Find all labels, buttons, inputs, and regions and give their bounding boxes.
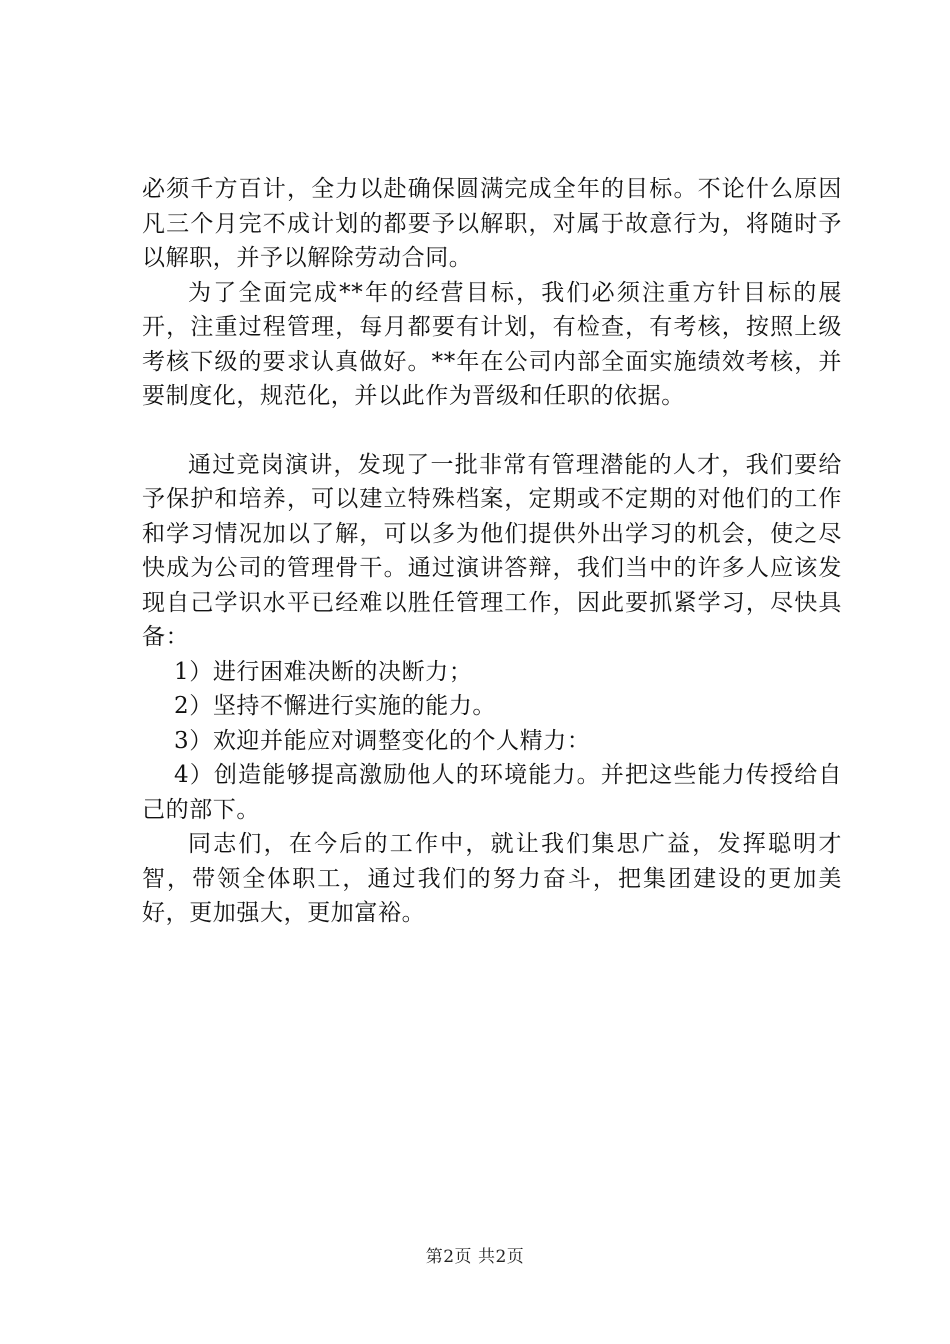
document-body [142,172,842,931]
paragraph-1: 必须千方百计，全力以赴确保圆满完成全年的目标。不论什么原因凡三个月完不成计划的都要予以解职，对属于故意行为，将随时予以解职，并予以解除劳动合同。 [142,176,842,271]
list-item-4: 4）创造能够提高激励他人的环境能力。并把这些能力传授给自己的部下。 [142,762,842,823]
paragraph-gap [142,414,842,448]
paragraph-3: 通过竞岗演讲，发现了一批非常有管理潜能的人才，我们要给予保护和培养，可以建立特殊档案，定期或不定期的对他们的工作和学习情况加以了解，可以多为他们提供外出学习的机会，使之尽快成为公司的管理骨干。通过演讲答辩，我们当中的许多人应该发现自己学识水平已经难以胜任管理工作，因此要抓紧学习，尽快具备： [142,451,842,650]
list-item-2: 2）坚持不懈进行实施的能力。 [174,693,497,719]
list-item-1: 1）进行困难决断的决断力； [174,658,473,685]
paragraph-closing: 同志们，在今后的工作中，就让我们集思广益，发挥聪明才智，带领全体职工，通过我们的努力奋斗，把集团建设的更加美好，更加强大，更加富裕。 [142,831,842,926]
list-item-3: 3）欢迎并能应对调整变化的个人精力： [174,727,591,754]
page-footer: 第2页 共2页 [425,1247,525,1267]
paragraph-2: 为了全面完成**年的经营目标，我们必须注重方针目标的展开，注重过程管理，每月都要有计划，有检查，有考核，按照上级考核下级的要求认真做好。**年在公司内部全面实施绩效考核，并要制度化，规范化，并以此作为晋级和任职的依据。 [142,279,842,409]
